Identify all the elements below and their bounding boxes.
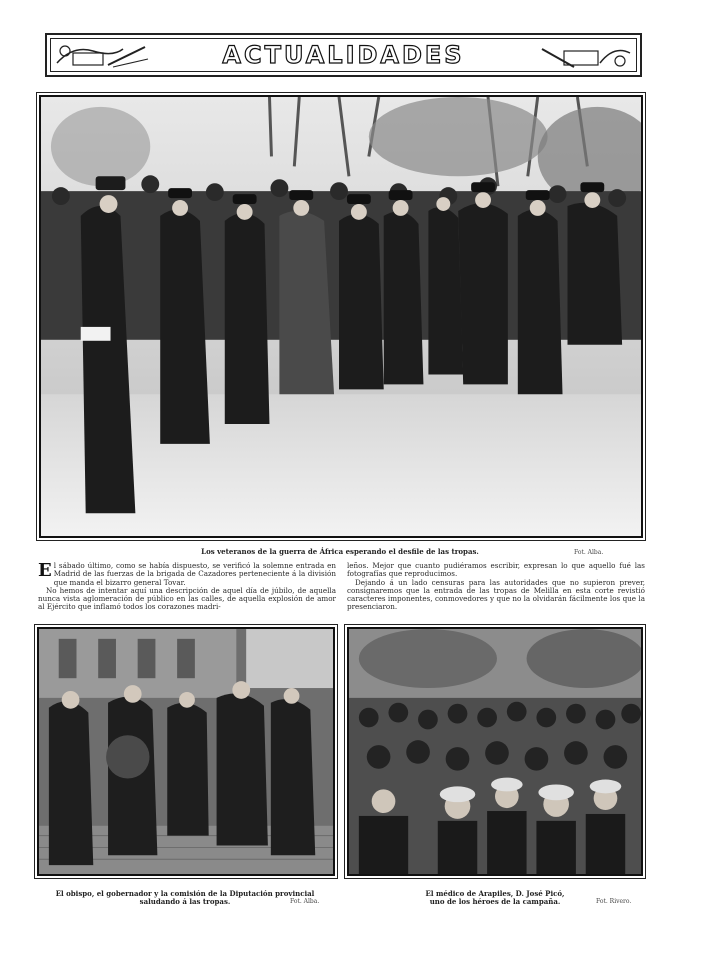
article-column-left	[38, 562, 336, 612]
dropcap-letter: E	[38, 560, 52, 581]
bottom-right-photo-crowd	[347, 627, 643, 876]
article-paragraph: No hemos de intentar aquí una descripción de aquel día de júbilo, de aquella nunca vista aglomeración de público en las calles, de aquella explosión de amor al Ejército que inflamó todos los corazones madri-	[38, 585, 336, 612]
article-column-right	[347, 562, 645, 612]
bottom-left-photo-bishop	[37, 627, 335, 876]
bottom-right-photo-caption	[380, 890, 610, 906]
article-paragraph-text: l sábado último, como se había dispuesto, se verificó la solemne entrada en Madrid de las fuerzas de la brigada de Cazadores perteneciente á la división que manda el bizarro general Tovar.	[53, 561, 336, 587]
article-paragraph: Dejando á un lado censuras para las autoridades que no supieron prever, consignaremos que la entrada de las tropas de Melilla en esta corte revistió caracteres imponentes, conmovedores y que no la olvidarán fácilmente los que la presenciaron.	[347, 577, 645, 612]
caption-line: El obispo, el gobernador y la comisión de la Diputación provincial	[55, 889, 315, 898]
writing-tools-ornament-icon	[534, 39, 634, 71]
section-title: ACTUALIDADES	[222, 41, 465, 69]
bottom-left-photo-caption	[40, 890, 330, 906]
main-photo-caption: Los veteranos de la guerra de África esperando el desfile de las tropas.	[201, 547, 479, 556]
drawing-tools-ornament-icon	[53, 39, 153, 71]
main-photo-credit: Fot. Alba.	[574, 549, 604, 556]
main-photo-veterans	[39, 95, 643, 538]
bottom-right-photo-credit: Fot. Rivero.	[596, 898, 632, 905]
article-paragraph: leños. Mejor que cuanto pudiéramos escribir, expresan lo que aquello fué las fotografías que reproducimos.	[347, 561, 645, 579]
article-paragraph	[38, 562, 336, 587]
caption-line: uno de los héroes de la campaña.	[429, 897, 561, 906]
bottom-left-photo-credit: Fot. Alba.	[290, 898, 320, 905]
caption-line: El médico de Arapiles, D. José Picó,	[425, 889, 565, 898]
section-banner	[45, 33, 642, 77]
caption-line: saludando á las tropas.	[139, 897, 231, 906]
